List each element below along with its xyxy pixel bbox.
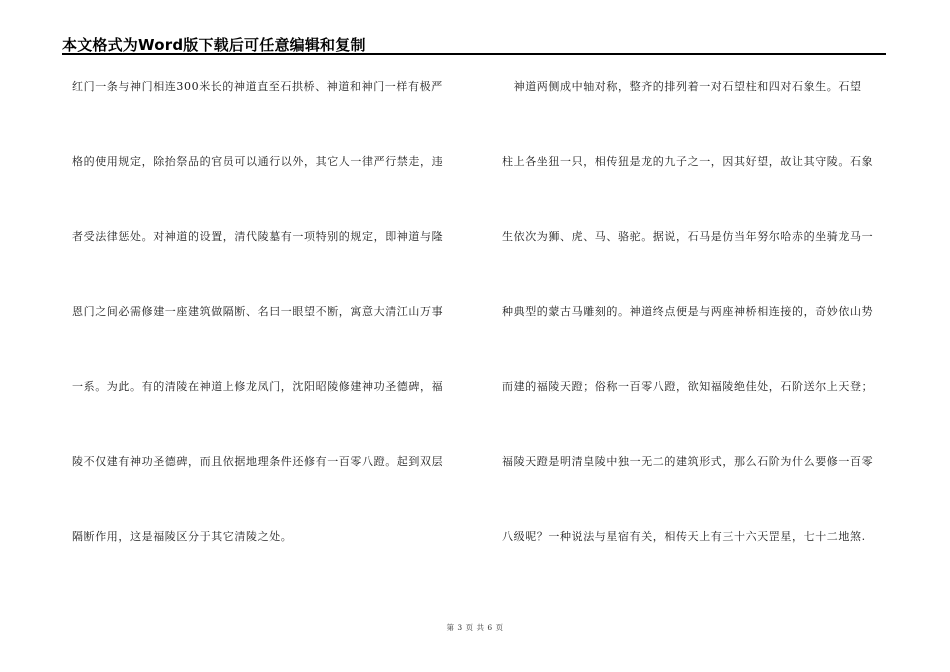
header-divider <box>62 53 886 55</box>
right-paragraph-line: 柱上各坐狃一只，相传狃是龙的九子之一，因其好望，故让其守陵。石象 <box>502 155 874 168</box>
left-paragraph-line: 恩门之间必需修建一座建筑做隔断、名曰一眼望不断，寓意大清江山万事 <box>72 305 444 318</box>
right-paragraph-line: 神道两侧成中轴对称，整齐的排列着一对石望柱和四对石象生。石望 <box>502 80 862 93</box>
right-paragraph-line: 福陵天蹬是明清皇陵中独一无二的建筑形式，那么石阶为什么要修一百零 <box>502 455 874 468</box>
left-paragraph-line: 红门一条与神门相连300米长的神道直至石拱桥、神道和神门一样有极严 <box>72 80 443 93</box>
right-paragraph-line: 生依次为狮、虎、马、骆驼。据说，石马是仿当年努尔哈赤的坐骑龙马一 <box>502 230 874 243</box>
left-paragraph-line: 隔断作用，这是福陵区分于其它清陵之处。 <box>72 530 293 543</box>
right-paragraph-line: 而建的福陵天蹬；俗称一百零八蹬，欲知福陵绝佳处，石阶送尔上天登； <box>502 380 874 393</box>
left-paragraph-line: 一系。为此。有的清陵在神道上修龙凤门，沈阳昭陵修建神功圣德碑，福 <box>72 380 444 393</box>
left-paragraph-line: 陵不仅建有神功圣德碑，而且依据地理条件还修有一百零八蹬。起到双层 <box>72 455 444 468</box>
left-paragraph-line: 格的使用规定，除抬祭品的官员可以通行以外，其它人一律严行禁走，违 <box>72 155 444 168</box>
page-number-footer: 第 3 页 共 6 页 <box>446 623 504 632</box>
left-paragraph-line: 者受法律惩处。对神道的设置，清代陵墓有一项特别的规定，即神道与隆 <box>72 230 444 243</box>
right-paragraph-line: 种典型的蒙古马雕刻的。神道终点便是与两座神桥相连接的，奇妙依山势 <box>502 305 874 318</box>
right-paragraph-line: 八级呢？一种说法与星宿有关，相传天上有三十六天罡星，七十二地煞. <box>502 530 866 543</box>
document-header-title: 本文格式为Word版下载后可任意编辑和复制 <box>62 36 366 54</box>
